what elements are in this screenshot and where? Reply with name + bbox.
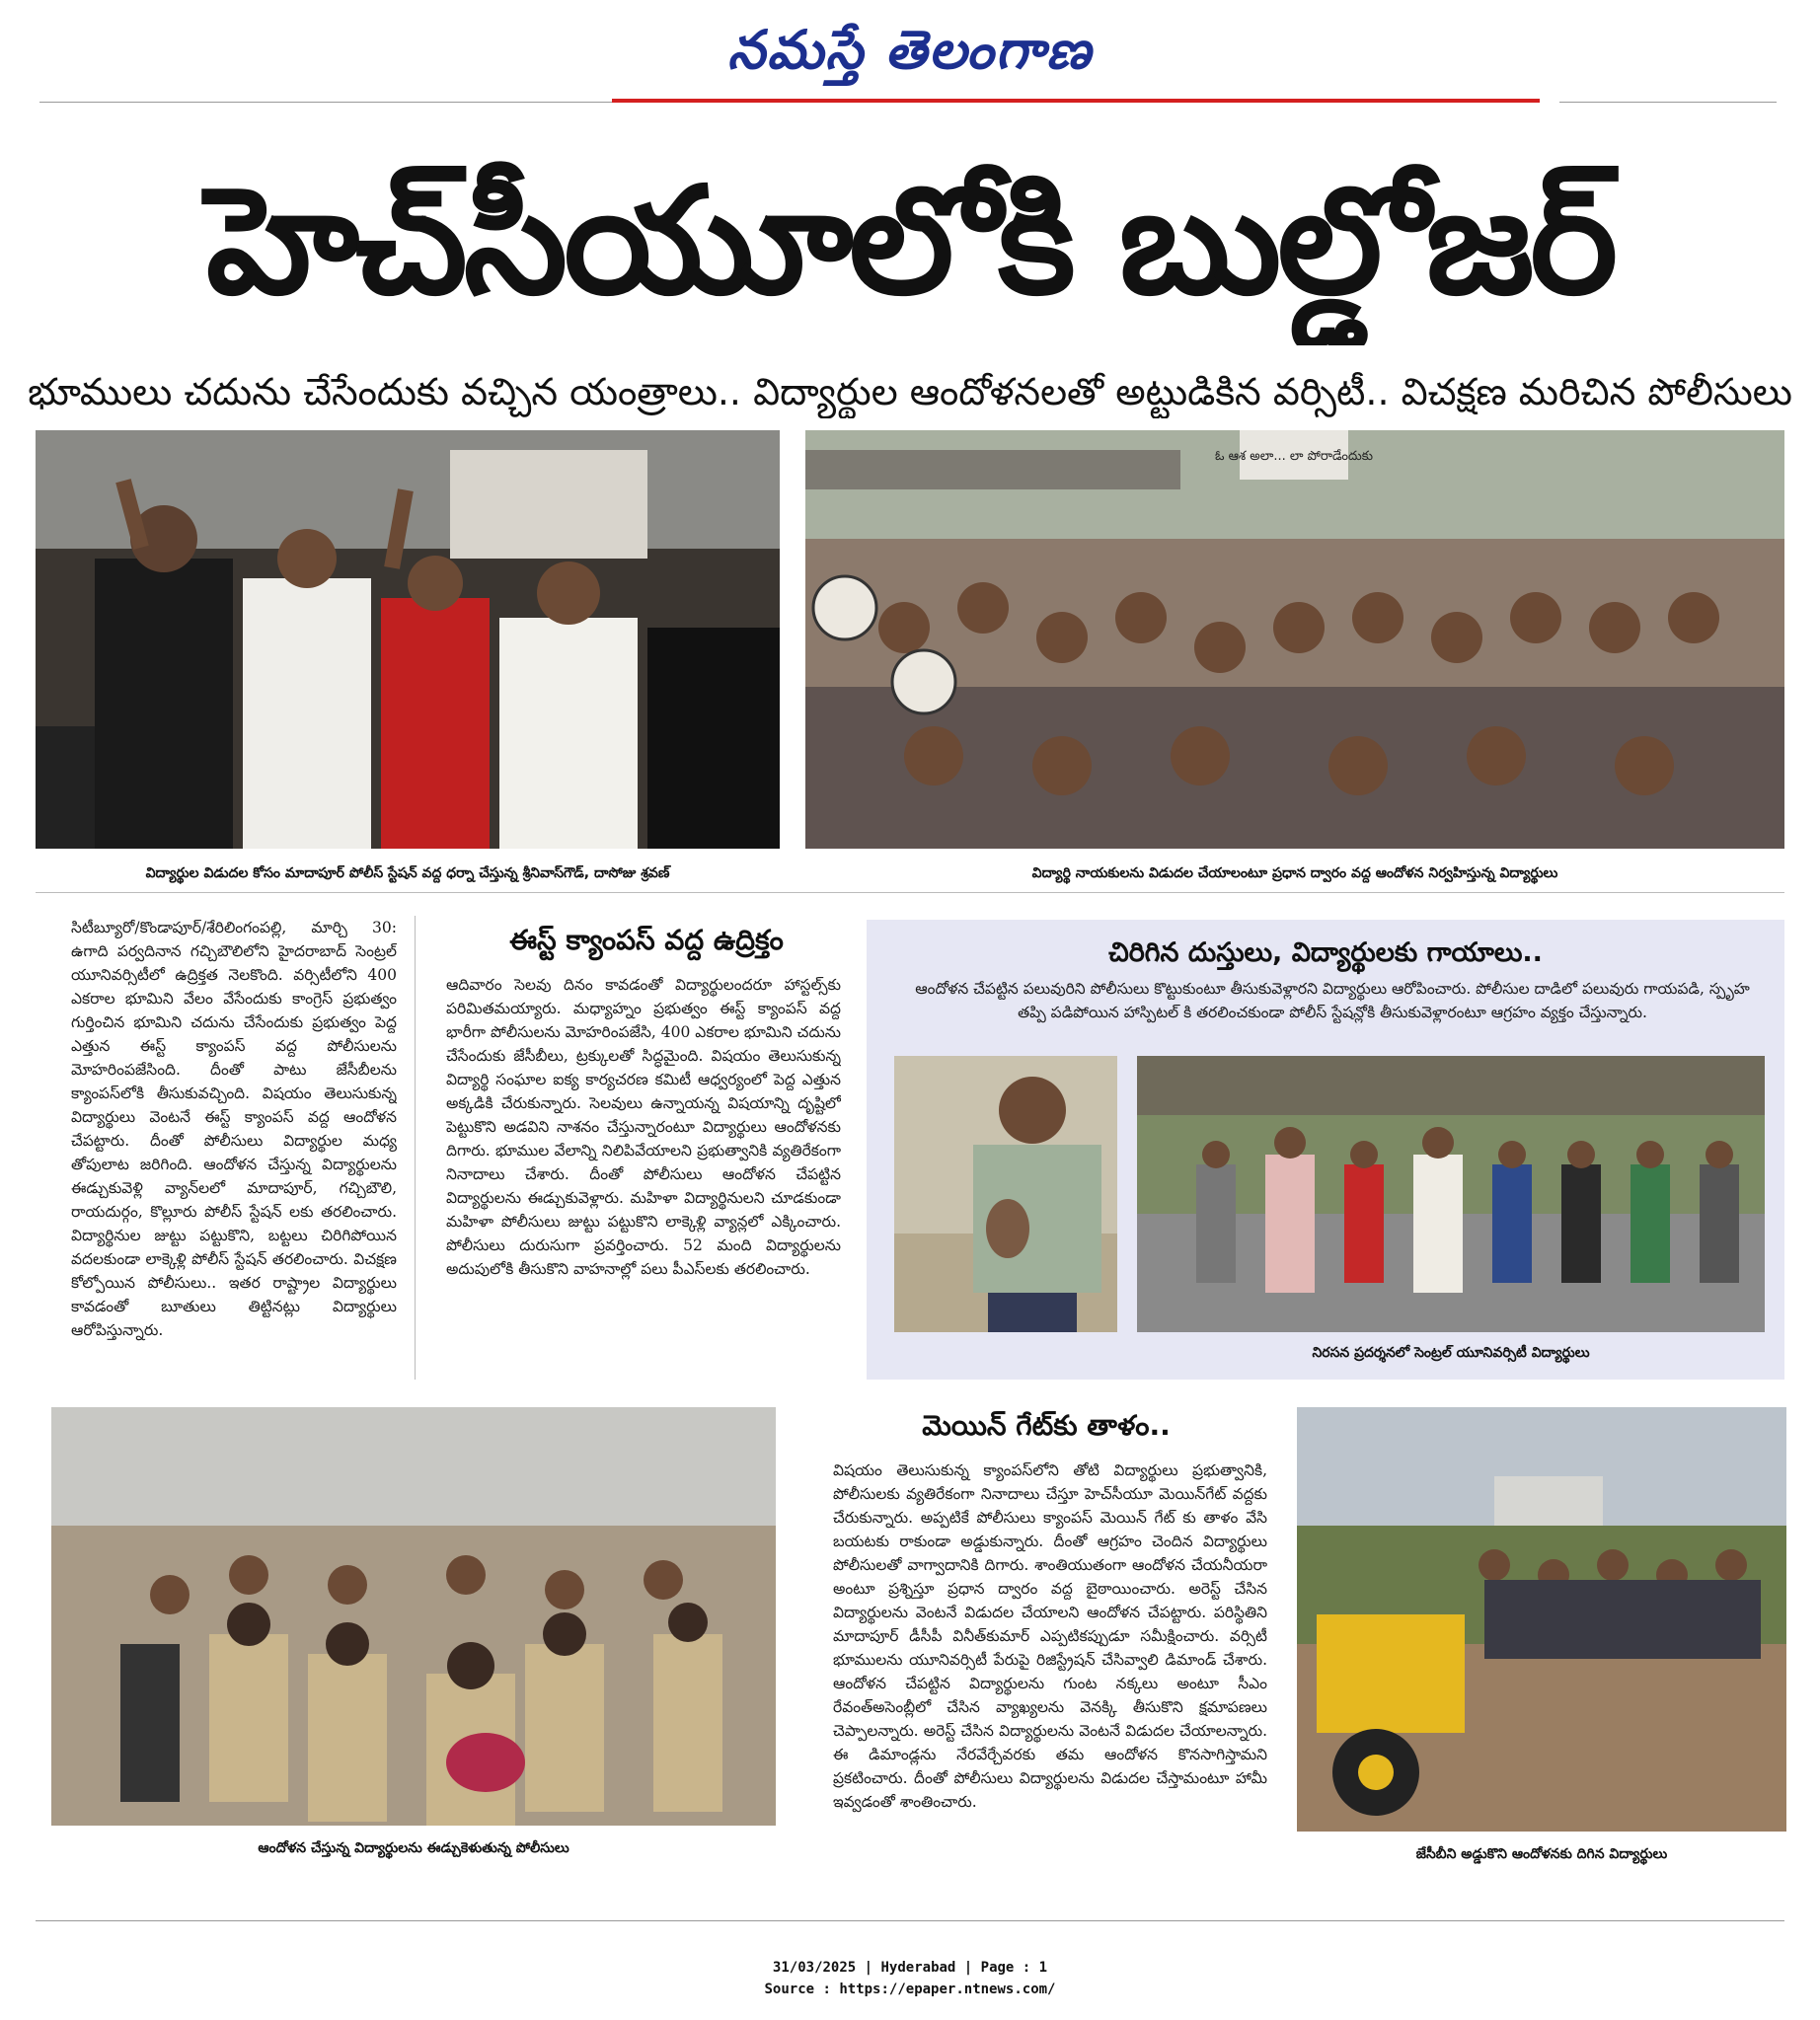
photo-caption: నిరసన ప్రదర్శనలో సెంట్రల్ యూనివర్సిటీ విద్యార్థులు <box>1312 1345 1590 1361</box>
sub-headline: భూములు చదును చేసేందుకు వచ్చిన యంత్రాలు.. విద్యార్థుల ఆందోళనలతో అట్టుడికిన వర్సిటీ.. విచక్షణ మరిచిన పోలీసులు <box>28 370 1792 413</box>
protest-banner-text: ఓ ఆశ అలా... లా పోరాడేందుకు <box>1215 449 1373 464</box>
photo-police-dragging-students <box>51 1407 776 1826</box>
section-divider <box>36 892 1784 893</box>
photo-protest-march <box>1137 1056 1765 1332</box>
photo-students-main-gate <box>805 430 1784 849</box>
photo-jcb-protest <box>1297 1407 1786 1832</box>
section-title-east-campus: ఈస్ట్ క్యాంపస్ వద్ద ఉద్రిక్తం <box>509 924 784 956</box>
footer-date-page: 31/03/2025 | Hyderabad | Page : 1 <box>772 1960 1048 1976</box>
photo-caption: విద్యార్థి నాయకులను విడుదల చేయాలంటూ ప్రధాన ద్వారం వద్ద ఆందోళన నిర్వహిస్తున్న విద్యార్థులు <box>1031 865 1558 881</box>
article-main-gate: విషయం తెలుసుకున్న క్యాంపస్‌లోని తోటి విద్యార్థులు ప్రభుత్వానికి, పోలీసులకు వ్యతిరేకంగా నినాదాలు చేస్తూ హెచ్‌సీయూ మెయిన్‌గేట్ వద్దకు చేరుకున్నారు. అప్పటికే పోలీసులు క్యాంపస్ మెయిన్ గేట్ కు తాళం వేసి బయటకు రాకుండా అడ్డుకున్నారు. దీంతో ఆగ్రహం చెందిన విద్యార్థులు పోలీసులతో వాగ్వాదానికి దిగారు. శాంతియుతంగా ఆందోళన చేయనీయరా అంటూ ప్రశ్నిస్తూ ప్రధాన ద్వారం వద్ద బైఠాయించారు. అరెస్ట్ చేసిన విద్యార్థులను వెంటనే విడుదల చేయాలని ఆందోళన చేపట్టారు. పరిస్థితిని మాదాపూర్ డీసీపీ వినీత్‌కుమార్ ఎప్పటికప్పుడూ సమీక్షించారు. వర్సిటీ భూములను యూనివర్సిటీ పేరుపై రిజిస్ట్రేషన్ చేసివ్వాలి డిమాండ్ చేశారు. ఆందోళన చేపట్టిన విద్యార్థులను గుంట నక్కలు అంటూ సీఎం రేవంత్‌అసెంబ్లీలో చేసిన వ్యాఖ్యలను వెనక్కి తీసుకొని క్షమాపణలు చెప్పాలన్నారు. అరెస్ట్ చేసిన విద్యార్థులను వెంటనే విడుదల చేయాలన్నారు. ఈ డిమాండ్లను నేరవేర్చేవరకు తమ ఆందోళన కొనసాగిస్తామని ప్రకటించారు. దీంతో పోలీసులు విద్యార్థులను విడుదల చేస్తామంటూ హామీ ఇవ్వడంతో శాంతించారు. <box>833 1461 1267 1811</box>
article-intro: సిటీబ్యూరో/కొండాపూర్/శేరిలింగంపల్లి, మార్చి 30: ఉగాది పర్వదినాన గచ్చిబౌలిలోని హైదరాబాద్ సెంట్రల్ యూనివర్సిటీలో ఉద్రిక్తత నెలకొంది. వర్సిటీలోని 400 ఎకరాల భూమిని వేలం వేసేందుకు కాంగ్రెస్ ప్రభుత్వం గుర్తించిన భూమిని చదును చేసేందుకు ప్రభుత్వం పెద్ద ఎత్తున ఈస్ట్ క్యాంపస్ వద్ద పోలీసులను మోహరింపజేసింది. దీంతో పాటు జేసీబీలను క్యాంపస్‌లోకి తీసుకువచ్చింది. విషయం తెలుసుకున్న విద్యార్థులు వెంటనే ఈస్ట్ క్యాంపస్ వద్ద ఆందోళన చేపట్టారు. దీంతో పోలీసులు విద్యార్థుల మధ్య తోపులాట జరిగింది. ఆందోళన చేస్తున్న విద్యార్థులను ఈడ్చుకువెళ్లి వ్యాన్‌లలో మాదాపూర్, గచ్చిబౌలి, రాయదుర్గం, కొల్లూరు పోలీస్ స్టేషన్ లకు తరలించారు. విద్యార్థినుల జుట్టు పట్టుకొని, బట్టలు చిరిగిపోయిన వదలకుండా లాక్కెళ్లి పోలీస్ స్టేషన్ తరలించారు. విచక్షణ కోల్పోయిన పోలీసులు.. ఇతర రాష్ట్రాల విద్యార్థులు కావడంతో బూతులు తిట్టినట్లు విద్యార్థులు ఆరోపిస్తున్నారు. <box>71 919 397 1339</box>
photo-caption: విద్యార్థుల విడుదల కోసం మాదాపూర్ పోలీస్ స్టేషన్ వద్ద ధర్నా చేస్తున్న శ్రీనివాస్‌గౌడ్, దాసోజు శ్రవణ్ <box>145 865 670 881</box>
masthead-divider-right <box>1559 102 1777 103</box>
main-headline: హెచ్‌సీయూలోకి బుల్డోజర్ <box>205 156 1615 328</box>
masthead-accent-rule <box>612 99 1540 103</box>
photo-police-station-dharna <box>36 430 780 849</box>
section-title-main-gate: మెయిన్ గేట్‌కు తాళం.. <box>922 1409 1171 1442</box>
photo-caption: జేసీబీని అడ్డుకొని ఆందోళనకు దిగిన విద్యార్థులు <box>1415 1846 1668 1862</box>
footer-source-link[interactable]: Source : https://epaper.ntnews.com/ <box>764 1982 1056 1997</box>
column-divider <box>415 916 416 1380</box>
photo-torn-shirt <box>894 1056 1117 1332</box>
section-title-torn-clothes: చిరిగిన దుస్తులు, విద్యార్థులకు గాయాలు.. <box>1108 937 1543 968</box>
article-torn-clothes: ఆందోళన చేపట్టిన పలువురిని పోలీసులు కొట్టుకుంటూ తీసుకువెళ్లారని విద్యార్థులు ఆరోపించారు. పోలీసుల దాడిలో పలువురు గాయపడి, స్పృహ తప్పి పడిపోయిన హాస్పిటల్ కి తరలించకుండా పోలీస్ స్టేషన్లోకి తీసుకువెళ్లారంటూ ఆగ్రహం వ్యక్తం చేస్తున్నారు. <box>915 980 1750 1021</box>
masthead-logo: నమస్తే తెలంగాణ <box>727 18 1093 81</box>
photo-caption: ఆందోళన చేస్తున్న విద్యార్థులను ఈడ్చుకెళుతున్న పోలీసులు <box>258 1840 569 1856</box>
footer-divider <box>36 1920 1784 1921</box>
article-east-campus: ఆదివారం సెలవు దినం కావడంతో విద్యార్థులందరూ హాస్టల్స్‌కు పరిమితమయ్యారు. మధ్యాహ్నం ప్రభుత్వం ఈస్ట్ క్యాంపస్ వద్ద భారీగా పోలీసులను మోహరింపజేసి, 400 ఎకరాల భూమిని చదును చేసేందుకు జేసీబీలు, ట్రక్కులతో సిద్ధమైంది. విషయం తెలుసుకున్న విద్యార్థి సంఘాల ఐక్య కార్యచరణ కమిటీ ఆధ్వర్యంలో పెద్ద ఎత్తున అక్కడికి చేరుకున్నారు. సెలవులు ఉన్నాయన్న విషయాన్ని దృష్టిలో పెట్టుకొని అడవిని నాశనం చేస్తున్నారంటూ విద్యార్థులు ఆందోళనకు దిగారు. భూముల వేలాన్ని నిలిపివేయాలని ప్రభుత్వానికి వ్యతిరేకంగా నినాదాలు చేశారు. దీంతో పోలీసులు ఆందోళన చేపట్టిన విద్యార్థులను ఈడ్చుకువెళ్లారు. మహిళా విద్యార్థినులని చూడకుండా మహిళా పోలీసులు జుట్టు పట్టుకొని లాక్కెళ్లి వ్యాన్లలో ఎక్కించారు. పోలీసులు దురుసుగా ప్రవర్తించారు. 52 మంది విద్యార్థులను అదుపులోకి తీసుకొని వాహనాల్లో పలు పీఎస్‌లకు తరలించారు. <box>446 976 841 1278</box>
